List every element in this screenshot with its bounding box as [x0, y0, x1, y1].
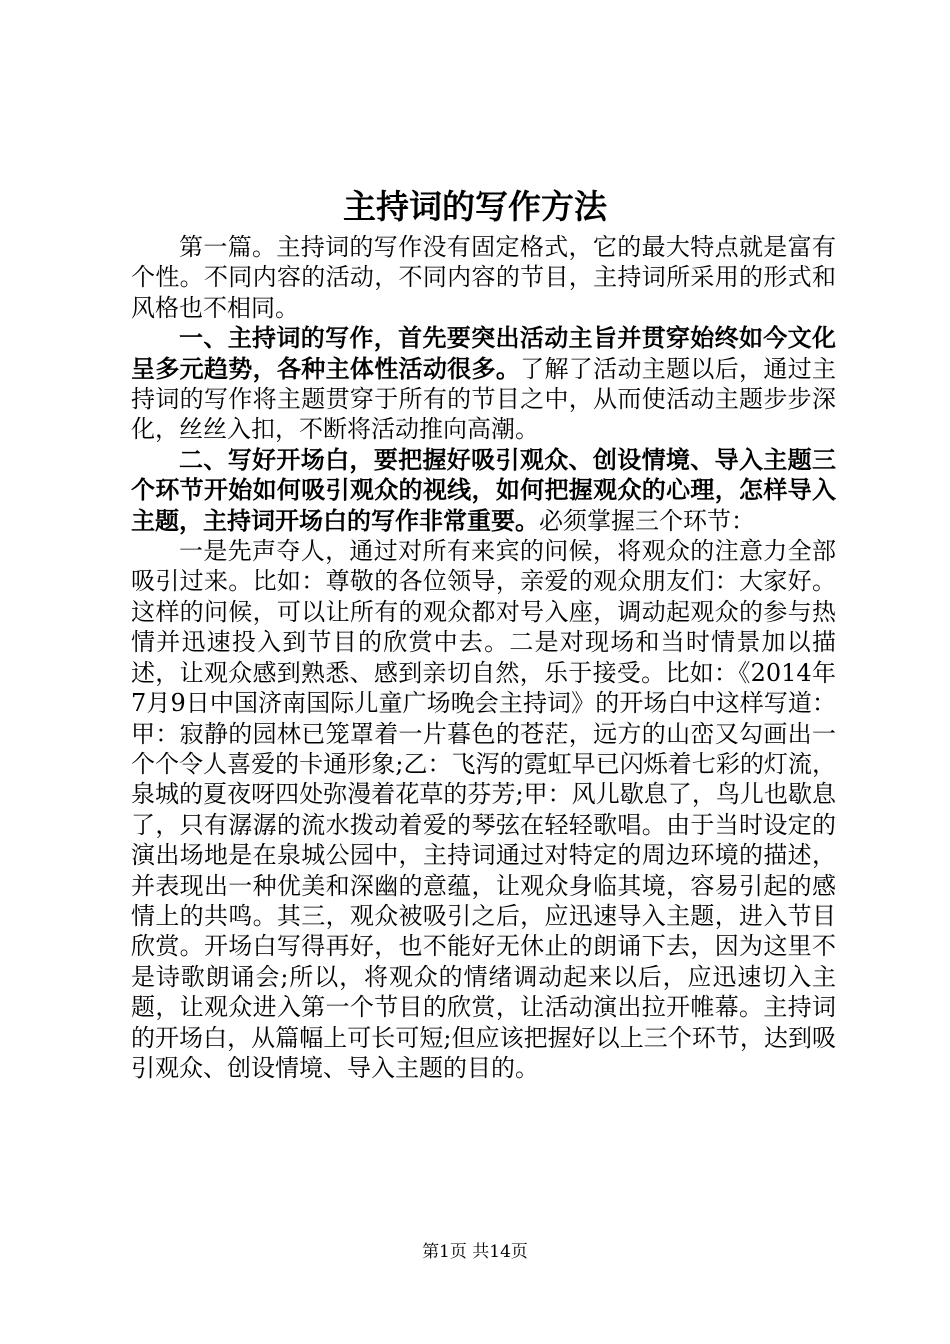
paragraph-3: [131, 445, 836, 536]
page-number: 第1页: [422, 1242, 467, 1262]
paragraph-2: [131, 323, 836, 445]
document-title: 主持词的写作方法: [343, 187, 607, 226]
document-body: [131, 232, 836, 1083]
paragraph-2-bold: 一、主持词的写作，首先要突出活动主旨并贯穿始终如今文化呈多元趋势，各种主体性活动很多。: [131, 324, 836, 383]
paragraph-1-text: 第一篇。主持词的写作没有固定格式，它的最大特点就是富有个性。不同内容的活动，不同内容的节目，主持词所采用的形式和风格也不相同。: [131, 233, 836, 322]
page-total: 共14页: [472, 1242, 528, 1262]
paragraph-3-bold: 二、写好开场白，要把握好吸引观众、创设情境、导入主题三个环节开始如何吸引观众的视线，如何把握观众的心理，怎样导入主题，主持词开场白的写作非常重要。: [131, 445, 836, 535]
paragraph-4-text: 一是先声夺人，通过对所有来宾的问候，将观众的注意力全部吸引过来。比如：尊敬的各位领导，亲爱的观众朋友们：大家好。这样的问候，可以让所有的观众都对号入座，调动起观众的参与热情并迅速投入到节目的欣赏中去。二是对现场和当时情景加以描述，让观众感到熟悉、感到亲切自然，乐于接受。比如：《2014年7月9日中国济南国际儿童广场晚会主持词》的开场白中这样写道：甲：寂静的园林已笼罩着一片暮色的苍茫，远方的山峦又勾画出一个个令人喜爱的卡通形象;乙：飞泻的霓虹早已闪烁着七彩的灯流，泉城的夏夜呀四处弥漫着花草的芬芳;甲：风儿歇息了，鸟儿也歇息了，只有潺潺的流水拨动着爱的琴弦在轻轻歌唱。由于当时设定的演出场地是在泉城公园中，主持词通过对特定的周边环境的描述，并表现出一种优美和深幽的意蕴，让观众身临其境，容易引起的感情上的共鸣。其三，观众被吸引之后，应迅速导入主题，进入节目欣赏。开场白写得再好，也不能好无休止的朗诵下去，因为这里不是诗歌朗诵会;所以，将观众的情绪调动起来以后，应迅速切入主题，让观众进入第一个节目的欣赏，让活动演出拉开帷幕。主持词的开场白，从篇幅上可长可短;但应该把握好以上三个环节，达到吸引观众、创设情境、导入主题的目的。: [131, 537, 836, 1082]
paragraph-3-text: 必须掌握三个环节：: [539, 506, 755, 535]
paragraph-1: [131, 232, 836, 323]
page-footer: [0, 1240, 950, 1264]
paragraph-4: [131, 536, 836, 1083]
paragraph-2-text: 了解了活动主题以后，通过主持词的写作将主题贯穿于所有的节目之中，从而使活动主题步步深化，丝丝入扣，不断将活动推向高潮。: [131, 354, 837, 444]
